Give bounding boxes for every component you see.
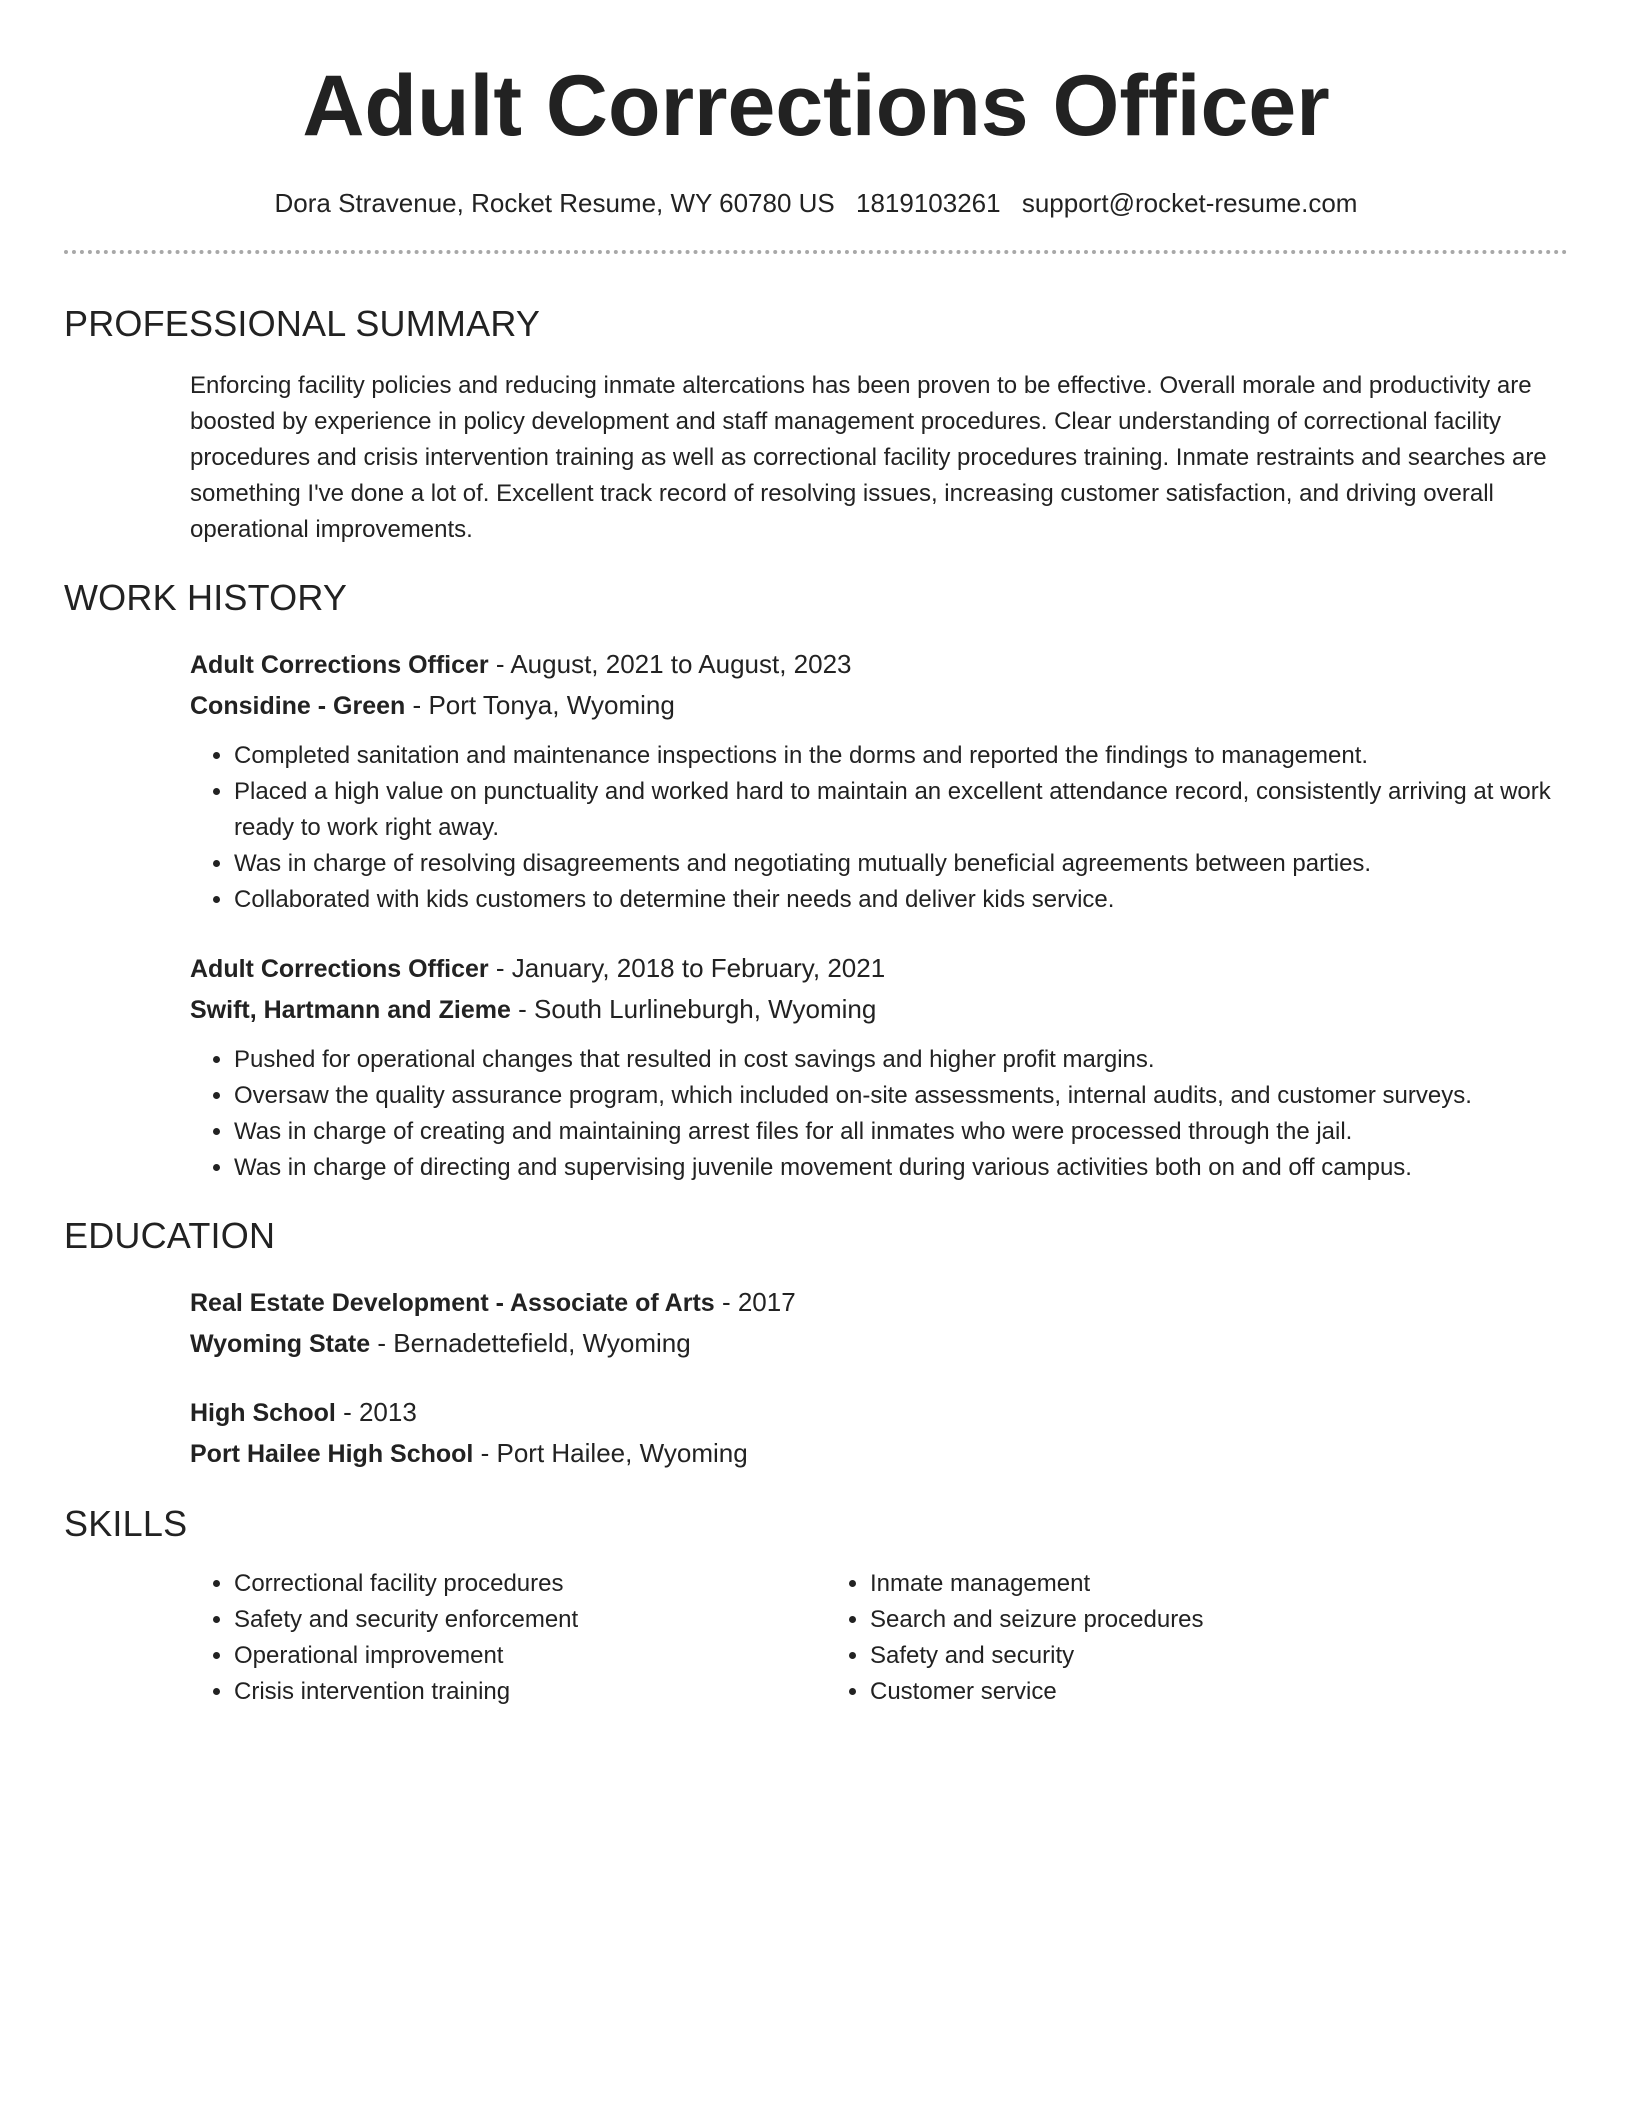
education-location: Port Hailee, Wyoming	[496, 1438, 748, 1468]
job-location: Port Tonya, Wyoming	[428, 690, 675, 720]
education-school-line	[190, 1323, 1568, 1364]
job-bullet: • Collaborated with kids customers to determine their needs and deliver kids service.	[234, 882, 1568, 918]
education-entry	[190, 1282, 1568, 1364]
education-separator: -	[721, 1287, 738, 1317]
job-company-line	[190, 685, 1568, 726]
skill-item: • Safety and security enforcement	[234, 1602, 826, 1638]
job-bullets	[190, 738, 1568, 918]
education-location: Bernadettefield, Wyoming	[393, 1328, 691, 1358]
summary-text: Enforcing facility policies and reducing inmate altercations has been proven to be effective. Overall morale and productivity are boosted by experience in policy development and staff management procedures. Clear understanding of correctional facility procedures and crisis intervention training as well as correctional facility procedures training. Inmate restraints and searches are something I've done a lot of. Excellent track record of resolving issues, increasing customer satisfaction, and driving overall operational improvements.	[190, 372, 1547, 543]
job-bullet: • Was in charge of directing and supervising juvenile movement during various activities both on and off campus.	[234, 1150, 1568, 1186]
education-separator: -	[377, 1328, 394, 1358]
contact-phone: 1819103261	[856, 188, 1001, 218]
header-divider	[64, 250, 1568, 254]
skill-item: • Correctional facility procedures	[234, 1566, 826, 1602]
job-company: Swift, Hartmann and Zieme	[190, 996, 511, 1024]
summary-heading: PROFESSIONAL SUMMARY	[64, 303, 541, 344]
job-bullets	[190, 1042, 1568, 1186]
job-title-line	[190, 948, 1568, 989]
education-degree-line	[190, 1392, 1568, 1433]
job-company-line	[190, 989, 1568, 1030]
education-year: 2017	[737, 1287, 796, 1317]
job-bullet: • Was in charge of resolving disagreements and negotiating mutually beneficial agreements between parties.	[234, 846, 1568, 882]
job-separator: -	[518, 994, 535, 1024]
job-separator: -	[495, 953, 512, 983]
job-separator: -	[495, 649, 511, 679]
job-separator: -	[412, 690, 429, 720]
job-location: South Lurlineburgh, Wyoming	[534, 994, 877, 1024]
contact-address: Dora Stravenue, Rocket Resume, WY 60780 US	[274, 188, 835, 218]
job-bullet: • Was in charge of creating and maintaining arrest files for all inmates who were processed through the jail.	[234, 1114, 1568, 1150]
work-history-heading: WORK HISTORY	[64, 577, 348, 618]
skills-column-left	[190, 1566, 826, 1710]
skills-heading: SKILLS	[64, 1503, 188, 1544]
skill-item: • Safety and security	[870, 1638, 1526, 1674]
job-position: Adult Corrections Officer	[190, 955, 489, 983]
job-dates: August, 2021 to August, 2023	[510, 649, 852, 679]
skill-item: • Customer service	[870, 1674, 1526, 1710]
job-entry	[190, 644, 1568, 918]
education-year: 2013	[358, 1397, 417, 1427]
education-school: Port Hailee High School	[190, 1440, 474, 1468]
job-bullet: • Completed sanitation and maintenance inspections in the dorms and reported the findings to management.	[234, 738, 1568, 774]
skill-item: • Search and seizure procedures	[870, 1602, 1526, 1638]
education-separator: -	[480, 1438, 497, 1468]
education-entry	[190, 1392, 1568, 1474]
skill-item: • Operational improvement	[234, 1638, 826, 1674]
contact-email: support@rocket-resume.com	[1021, 188, 1358, 218]
education-degree-line	[190, 1282, 1568, 1323]
job-title-line	[190, 644, 1568, 685]
job-bullet: • Oversaw the quality assurance program, which included on-site assessments, internal audits, and customer surveys.	[234, 1078, 1568, 1114]
education-separator: -	[343, 1397, 359, 1427]
education-school: Wyoming State	[190, 1330, 371, 1358]
skill-item: • Crisis intervention training	[234, 1674, 826, 1710]
job-entry	[190, 948, 1568, 1186]
skill-item: • Inmate management	[870, 1566, 1526, 1602]
resume-name: Adult Corrections Officer	[302, 58, 1330, 154]
education-school-line	[190, 1433, 1568, 1474]
contact-line	[64, 186, 1568, 220]
education-degree: Real Estate Development - Associate of Arts	[190, 1289, 715, 1317]
job-bullet: • Placed a high value on punctuality and worked hard to maintain an excellent attendance record, consistently arriving at work ready to work right away.	[234, 774, 1568, 846]
education-heading: EDUCATION	[64, 1215, 276, 1256]
job-position: Adult Corrections Officer	[190, 651, 489, 679]
skills-grid	[190, 1566, 1568, 1710]
job-company: Considine - Green	[190, 692, 406, 720]
job-bullet: • Pushed for operational changes that resulted in cost savings and higher profit margins.	[234, 1042, 1568, 1078]
skills-column-right	[826, 1566, 1526, 1710]
education-degree: High School	[190, 1399, 336, 1427]
job-dates: January, 2018 to February, 2021	[511, 953, 886, 983]
